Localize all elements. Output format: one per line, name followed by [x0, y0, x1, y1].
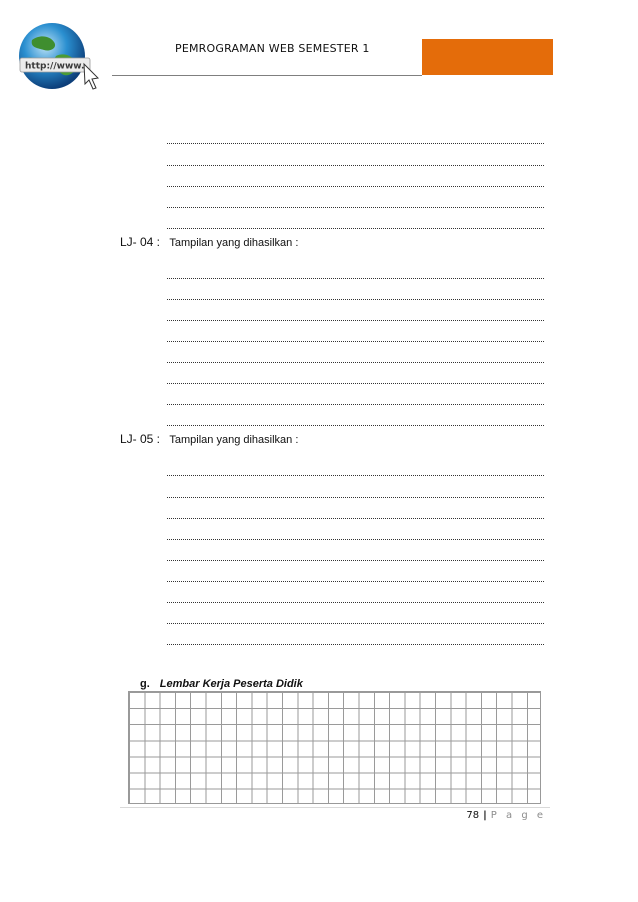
header-title: PEMROGRAMAN WEB SEMESTER 1	[175, 42, 370, 55]
worksheet-grid	[128, 691, 541, 804]
answer-line	[167, 133, 544, 144]
answer-prompt: Tampilan yang dihasilkan :	[169, 434, 299, 446]
answer-line	[167, 218, 544, 229]
page-word: P a g e	[490, 810, 546, 821]
answer-prompt: Tampilan yang dihasilkan :	[169, 237, 299, 249]
answer-label-lj05	[120, 432, 298, 446]
answer-line	[167, 634, 544, 645]
answer-line	[167, 289, 544, 300]
answer-line	[167, 197, 544, 208]
answer-line	[167, 352, 544, 363]
section-letter: g.	[140, 678, 150, 690]
header-divider	[112, 75, 422, 76]
answer-line	[167, 310, 544, 321]
logo-text: http://www.	[25, 61, 85, 72]
answer-line	[167, 465, 544, 476]
answer-line	[167, 487, 544, 498]
answer-line	[167, 268, 544, 279]
section-heading: Lembar Kerja Peserta Didik	[159, 678, 303, 690]
answer-line	[167, 571, 544, 582]
footer-separator: |	[483, 810, 487, 821]
section-title	[140, 678, 303, 690]
page-footer	[466, 810, 546, 821]
globe-logo-icon	[14, 20, 102, 92]
answer-line	[167, 592, 544, 603]
answer-line	[167, 508, 544, 519]
answer-code: LJ- 04 :	[120, 235, 161, 249]
answer-line	[167, 529, 544, 540]
answer-line	[167, 176, 544, 187]
answer-line	[167, 550, 544, 561]
answer-line	[167, 613, 544, 624]
page-number: 78	[466, 810, 480, 821]
answer-line	[167, 331, 544, 342]
answer-code: LJ- 05 :	[120, 432, 161, 446]
footer-divider	[120, 807, 550, 808]
answer-line	[167, 394, 544, 405]
answer-label-lj04	[120, 235, 298, 249]
answer-line	[167, 373, 544, 384]
answer-line	[167, 155, 544, 166]
answer-line	[167, 415, 544, 426]
header-accent-bar	[422, 39, 553, 75]
